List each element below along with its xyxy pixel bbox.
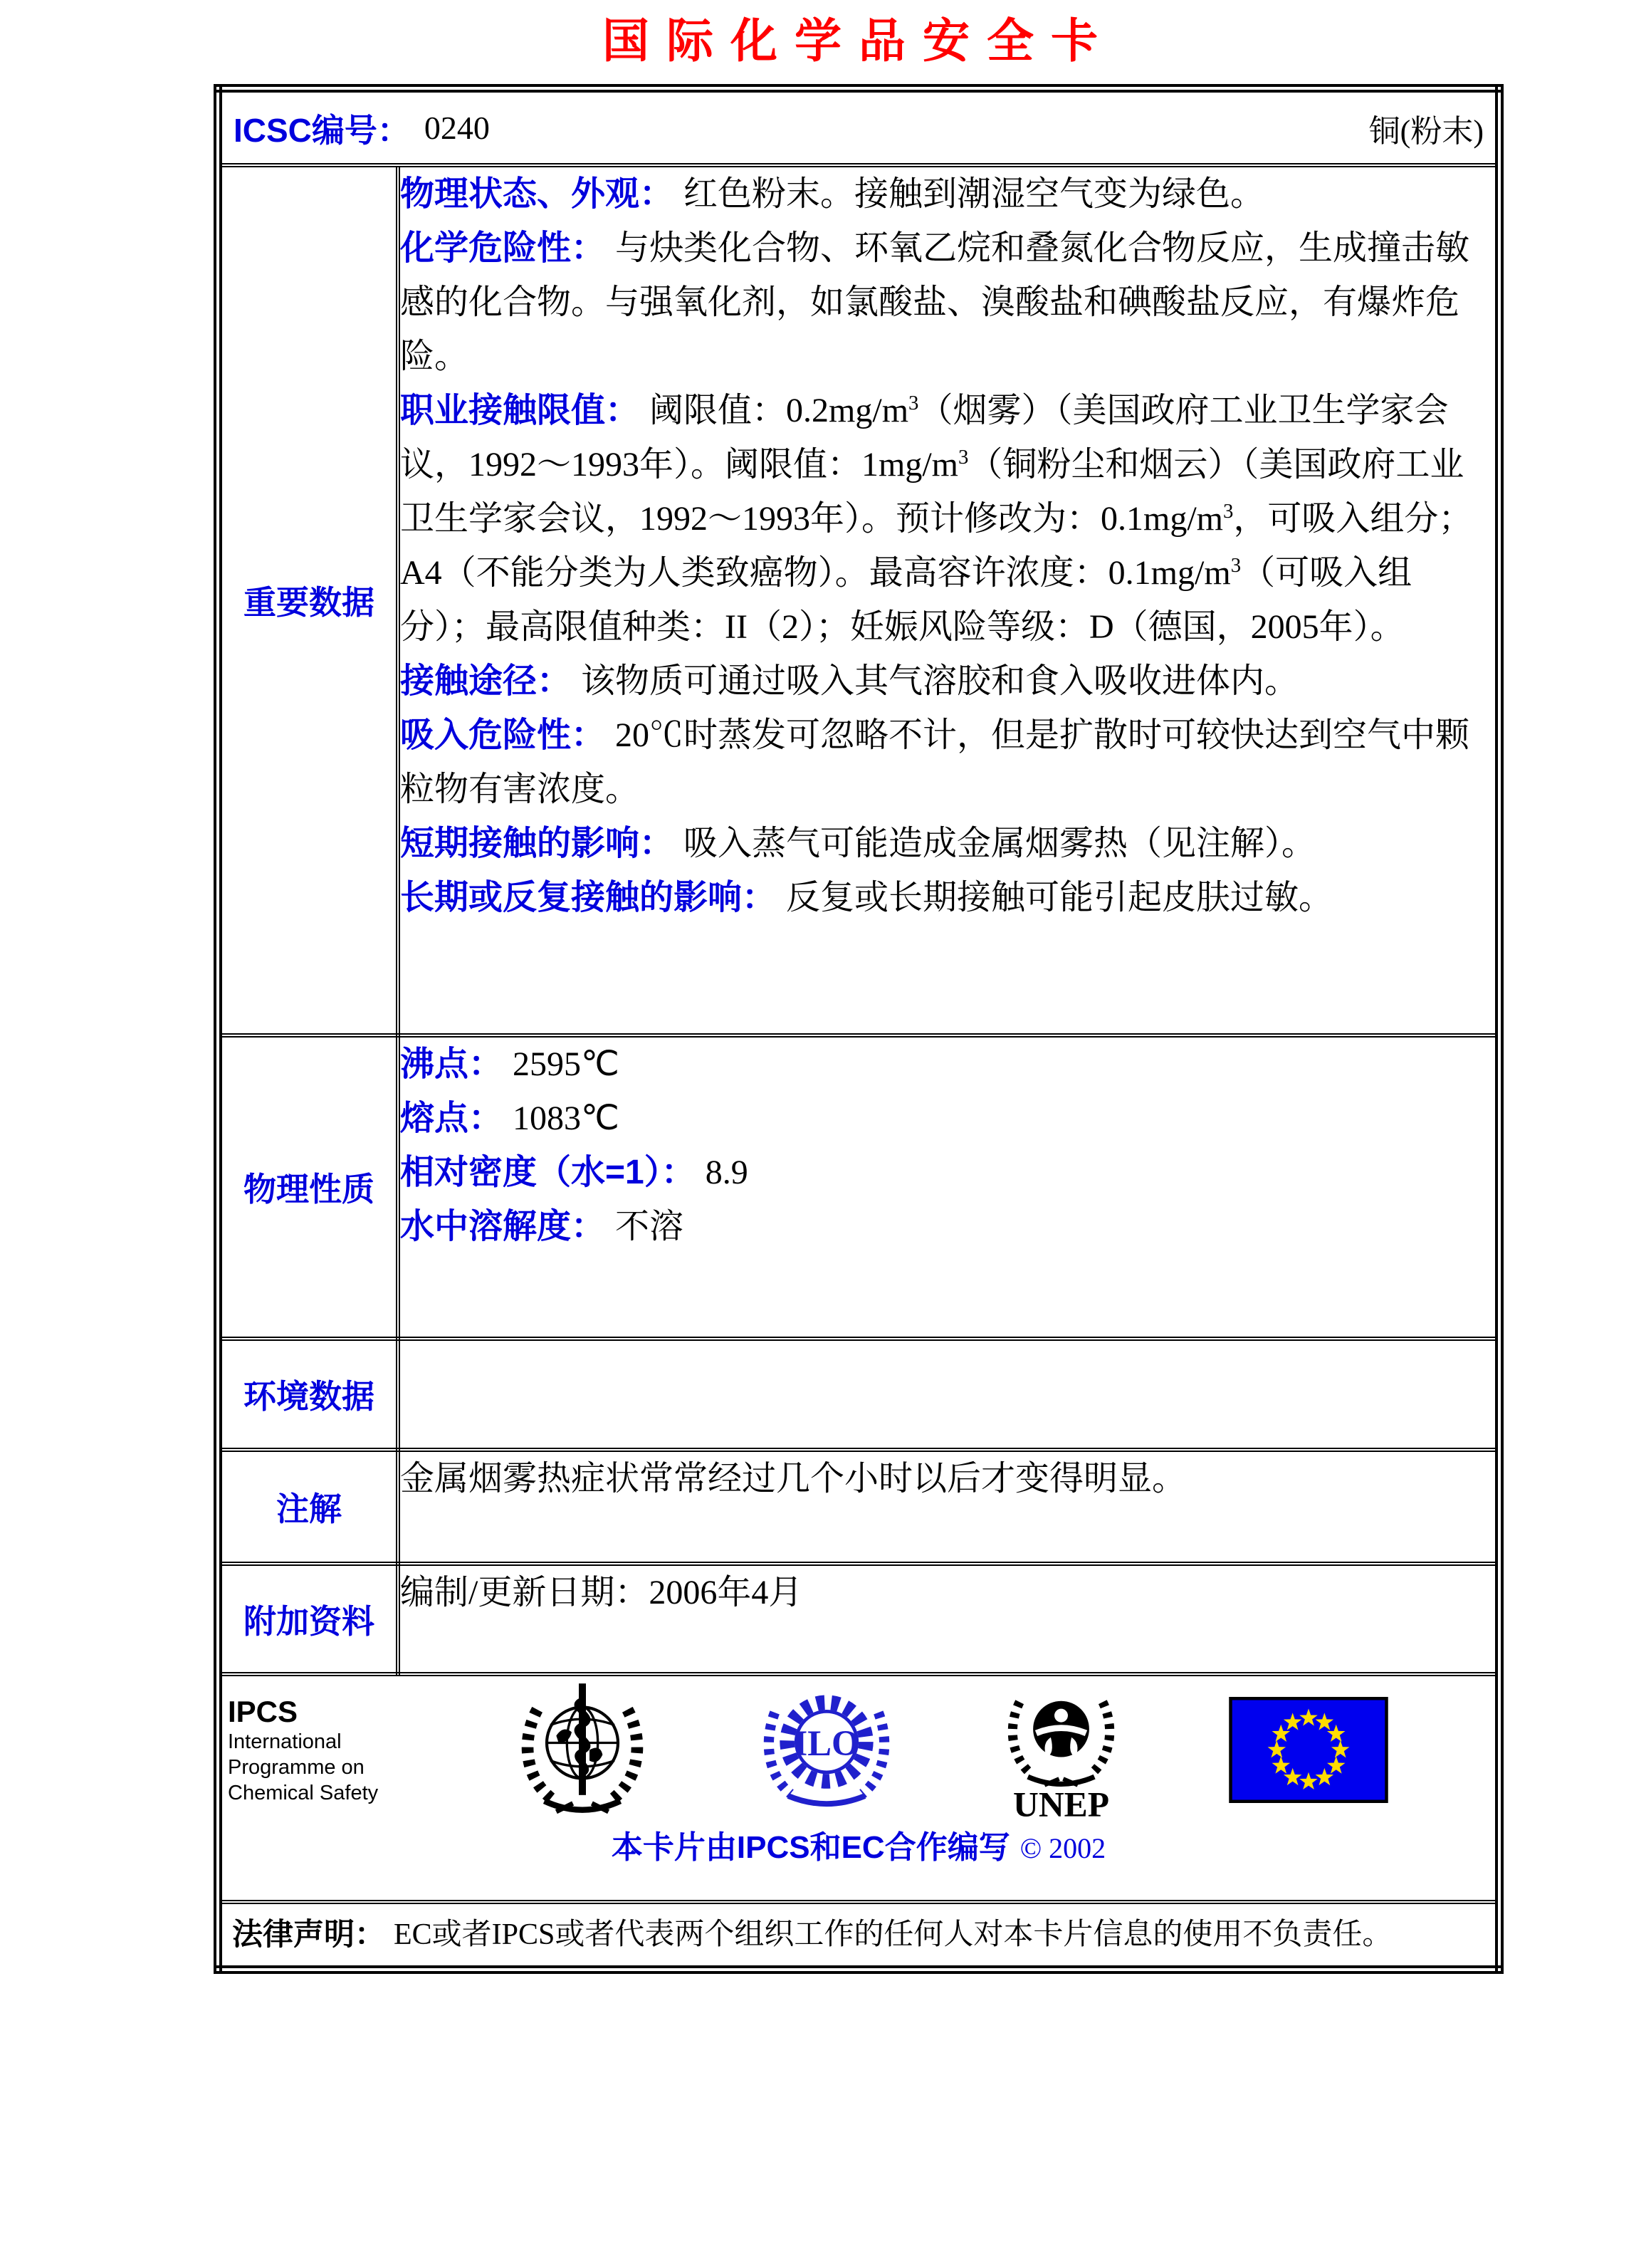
field-line bbox=[400, 709, 1495, 817]
ipcs-text-block bbox=[228, 1695, 406, 1806]
field-label: 熔点： bbox=[400, 1099, 503, 1137]
field-line bbox=[400, 167, 1495, 221]
field-value: 与炔类化合物、环氧乙烷和叠氮化合物反应，生成撞击敏感的化合物。与强氧化剂，如氯酸盐、溴酸盐和碘酸盐反应，有爆炸危险。 bbox=[400, 229, 1470, 375]
field-line bbox=[400, 221, 1495, 384]
field-line bbox=[400, 871, 1495, 925]
additional-info-row bbox=[218, 1564, 1499, 1674]
superscript: 3 bbox=[958, 446, 969, 469]
field-value: 反复或长期接触可能引起皮肤过敏。 bbox=[786, 879, 1333, 916]
header-row bbox=[218, 88, 1499, 165]
logos-strip bbox=[222, 1676, 1495, 1824]
physical-properties-row bbox=[218, 1035, 1499, 1339]
field-value: 红色粉末。接触到潮湿空气变为绿色。 bbox=[683, 175, 1265, 213]
copyright-text: © 2002 bbox=[1019, 1832, 1106, 1864]
legal-content bbox=[222, 1916, 1495, 1953]
field-line bbox=[400, 1092, 1495, 1146]
superscript: 3 bbox=[1230, 554, 1242, 577]
field-label: 接触途径： bbox=[400, 662, 572, 700]
ipcs-acronym: IPCS bbox=[228, 1694, 298, 1728]
icsc-table bbox=[214, 84, 1504, 1974]
header-cell bbox=[218, 88, 1499, 165]
field-value: 1083℃ bbox=[513, 1099, 619, 1137]
field-label: 长期或反复接触的影响： bbox=[400, 879, 777, 916]
ipcs-full-name-line: Programme on bbox=[228, 1755, 365, 1779]
field-value: 2595℃ bbox=[513, 1045, 619, 1083]
icsc-card-page bbox=[214, 14, 1504, 1974]
field-line bbox=[400, 1146, 1495, 1200]
field-value: 不溶 bbox=[615, 1208, 684, 1245]
ilo-emblem-icon bbox=[759, 1686, 894, 1815]
physical-properties-content bbox=[398, 1035, 1499, 1339]
field-label: 相对密度（水=1）： bbox=[400, 1154, 696, 1191]
field-line bbox=[400, 817, 1495, 871]
field-label: 职业接触限值： bbox=[400, 392, 640, 429]
field-line bbox=[400, 1200, 1495, 1254]
section-label-notes: 注解 bbox=[218, 1450, 398, 1564]
field-label: 吸入危险性： bbox=[400, 716, 606, 754]
unep-emblem-icon bbox=[999, 1679, 1123, 1822]
important-data-row bbox=[218, 165, 1499, 1035]
important-data-content bbox=[398, 165, 1499, 1035]
field-value: 该物质可通过吸入其气溶胶和食入吸收进体内。 bbox=[581, 662, 1299, 700]
legal-text: EC或者IPCS或者代表两个组织工作的任何人对本卡片信息的使用不负责任。 bbox=[394, 1918, 1393, 1951]
substance-name: 铜(粉末) bbox=[1368, 113, 1484, 149]
eu-flag-icon bbox=[1229, 1697, 1388, 1803]
field-label: 化学危险性： bbox=[400, 229, 606, 267]
credit-text: 本卡片由IPCS和EC合作编写 bbox=[611, 1830, 1010, 1865]
superscript: 3 bbox=[908, 392, 919, 414]
ilo-letters: ILO bbox=[793, 1723, 859, 1763]
field-value: 8.9 bbox=[705, 1154, 748, 1191]
field-value: 20℃时蒸发可忽略不计，但是扩散时可较快达到空气中颗粒物有害浓度。 bbox=[400, 716, 1470, 808]
unep-letters: UNEP bbox=[1013, 1784, 1110, 1822]
environmental-data-content bbox=[398, 1339, 1499, 1450]
unep-block bbox=[999, 1679, 1123, 1822]
legal-cell bbox=[218, 1902, 1499, 1970]
credit-line bbox=[222, 1829, 1495, 1867]
superscript: 3 bbox=[1223, 500, 1234, 523]
field-label: 水中溶解度： bbox=[400, 1208, 606, 1245]
field-line bbox=[400, 384, 1495, 654]
legal-row bbox=[218, 1902, 1499, 1970]
legal-label: 法律声明： bbox=[232, 1918, 385, 1952]
ipcs-full-name-line: International bbox=[228, 1730, 342, 1753]
section-label-environmental-data: 环境数据 bbox=[218, 1339, 398, 1450]
ipcs-full-name-line: Chemical Safety bbox=[228, 1781, 379, 1804]
field-value: 吸入蒸气可能造成金属烟雾热（见注解）。 bbox=[683, 825, 1316, 862]
environmental-data-row bbox=[218, 1339, 1499, 1450]
page-title: 国际化学品安全卡 bbox=[602, 14, 1115, 67]
field-label: 物理状态、外观： bbox=[400, 175, 674, 213]
section-label-physical-properties: 物理性质 bbox=[218, 1035, 398, 1339]
section-label-important-data: 重要数据 bbox=[218, 165, 398, 1035]
section-label-additional-info: 附加资料 bbox=[218, 1564, 398, 1674]
field-line bbox=[400, 1038, 1495, 1092]
field-label: 沸点： bbox=[400, 1045, 503, 1083]
notes-row bbox=[218, 1450, 1499, 1564]
header-content bbox=[222, 105, 1495, 152]
field-line bbox=[400, 654, 1495, 709]
icsc-number-value: 0240 bbox=[424, 110, 490, 146]
field-label: 短期接触的影响： bbox=[400, 825, 674, 862]
logos-row bbox=[218, 1674, 1499, 1902]
field-value: 阈限值：$0.2mg/m^3$（烟雾）（美国政府工业卫生学家会议，1992～1993年）。阈限值：$1mg/m^3$（铜粉尘和烟云）（美国政府工业卫生学家会议，1992～1993年）。预计修改为：$0.1mg/m^3$，可吸入组分；A4（不能分类为人类致癌物）。最高容许浓度：$0.1mg/m^3$（可吸入组分）；最高限值种类：II（2）；妊娠风险等级：D（德国，2005年）。 bbox=[400, 392, 1473, 646]
notes-content: 金属烟雾热症状常常经过几个小时以后才变得明显。 bbox=[398, 1450, 1499, 1564]
who-emblem-icon bbox=[511, 1676, 654, 1824]
additional-info-content: 编制/更新日期：2006年4月 bbox=[398, 1564, 1499, 1674]
logos-cell bbox=[218, 1674, 1499, 1902]
icsc-number-label: ICSC编号： bbox=[234, 111, 410, 149]
